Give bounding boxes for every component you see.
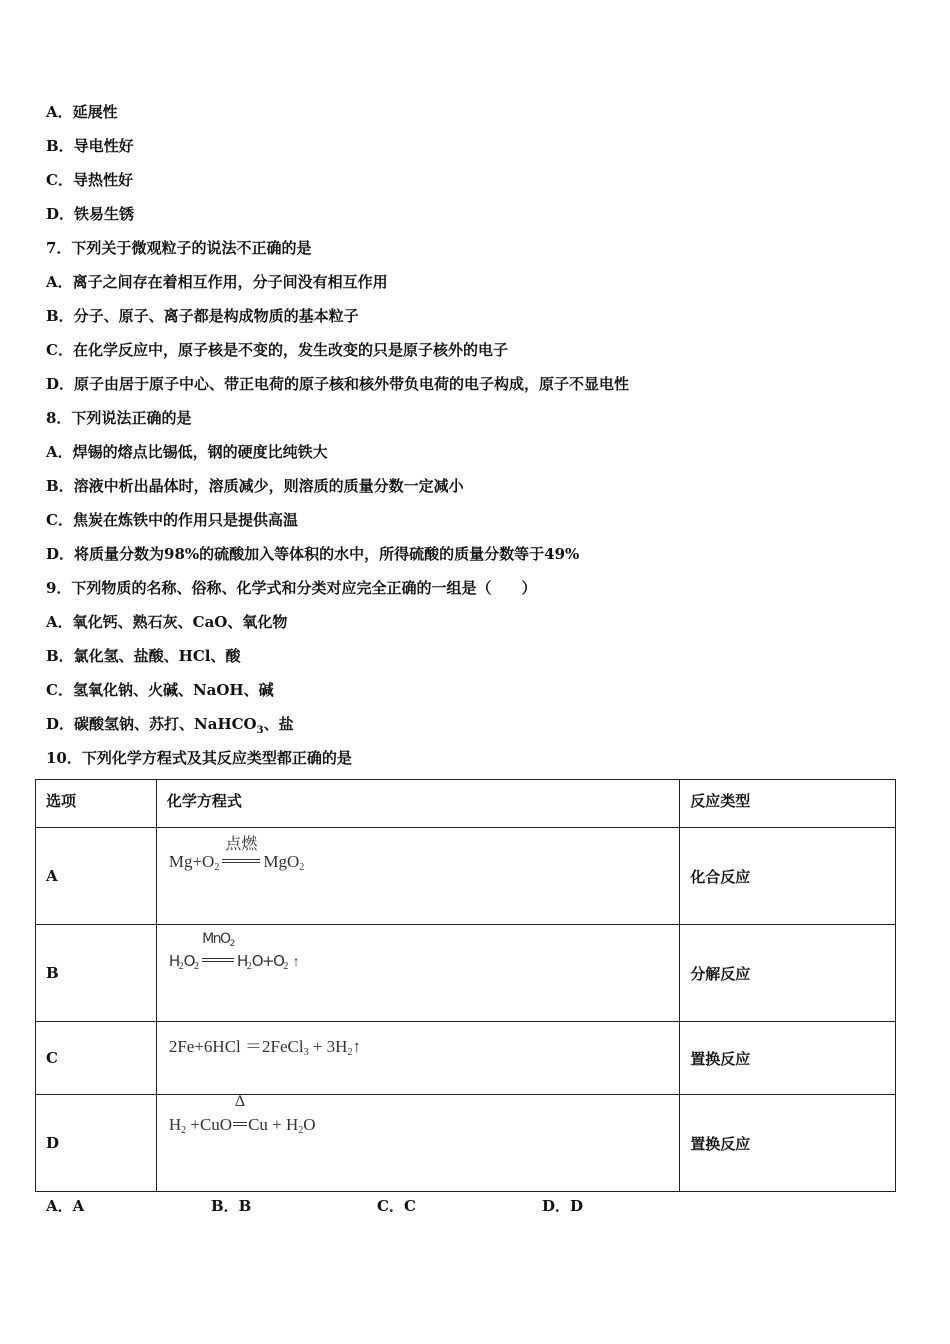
table-row-c	[36, 1022, 896, 1095]
q8-option-d: D．将质量分数为98%的硫酸加入等体积的水中，所得硫酸的质量分数等于49%	[46, 545, 580, 563]
answer-option-b[interactable]: B．B	[211, 1197, 252, 1215]
row-c-equation: 2Fe+6HCl ＝2FeCl$_3$ + $3H_2↑$	[168, 1037, 361, 1058]
row-a-equation: $Mg+O_2$ 点燃 MgO$_2$	[169, 852, 679, 873]
row-d-type: 置换反应	[690, 1134, 751, 1153]
header-equation: 化学方程式	[166, 792, 242, 810]
answer-option-c[interactable]: C．C	[377, 1197, 416, 1215]
q7-option-d: D．原子由居于原子中心、带正电荷的原子核和核外带负电荷的电子构成，原子不显电性	[46, 375, 630, 393]
q9-option-c: C．氢氧化钠、火碱、NaOH、碱	[46, 681, 274, 699]
table-row-b	[36, 925, 896, 1022]
row-a-condition: 点燃	[225, 836, 258, 853]
row-c-type: 置换反应	[690, 1049, 751, 1068]
q9-option-a: A．氧化钙、熟石灰、CaO、氧化物	[46, 613, 288, 631]
q7-option-a: A．离子之间存在着相互作用，分子间没有相互作用	[46, 273, 388, 291]
q7-option-b: B．分子、原子、离子都是构成物质的基本粒子	[46, 307, 359, 325]
table-header-row	[36, 780, 896, 828]
row-b-label: B	[46, 964, 59, 982]
q9-option-b: B．氯化氢、盐酸、HCl、酸	[46, 647, 241, 665]
prev-option-a: A．延展性	[46, 103, 118, 121]
row-c-label: C	[46, 1049, 58, 1067]
row-d-label: D	[46, 1134, 60, 1152]
row-a-label: A	[46, 867, 58, 885]
prev-option-c: C．导热性好	[46, 171, 133, 189]
table-row-a	[36, 828, 896, 925]
q10-table	[35, 779, 896, 1192]
q7-stem: 7．下列关于微观粒子的说法不正确的是	[46, 239, 312, 257]
q8-stem: 8．下列说法正确的是	[46, 409, 192, 427]
q8-option-c: C．焦炭在炼铁中的作用只是提供高温	[46, 511, 298, 529]
row-d-condition: Δ	[234, 1093, 246, 1110]
answer-option-d[interactable]: D．D	[542, 1197, 584, 1215]
row-d-equation: $H_2 +CuO$ Δ $Cu + H_2O$	[168, 1093, 316, 1136]
answer-option-a[interactable]: A．A	[46, 1197, 85, 1215]
row-b-condition: MnO$_2$	[202, 931, 234, 949]
q10-stem: 10．下列化学方程式及其反应类型都正确的是	[46, 749, 352, 767]
q7-option-c: C．在化学反应中，原子核是不变的，发生改变的只是原子核外的电子	[46, 341, 508, 359]
header-reaction-type: 反应类型	[690, 792, 751, 810]
row-a-type: 化合反应	[690, 867, 751, 886]
q9-stem: 9．下列物质的名称、俗称、化学式和分类对应完全正确的一组是（ ）	[46, 579, 537, 597]
q8-option-b: B．溶液中析出晶体时，溶质减少，则溶质的质量分数一定减小	[46, 477, 464, 495]
prev-option-b: B．导电性好	[46, 137, 134, 155]
header-option: 选项	[46, 792, 77, 810]
row-b-equation: $H_2O_2$ MnO$_2$ $H_2O+O_2$ ↑	[168, 931, 300, 972]
row-b-type: 分解反应	[690, 964, 751, 983]
table-row-d	[36, 1095, 896, 1192]
q9-option-d: D．碳酸氢钠、苏打、NaHCO$_3$、盐	[46, 715, 294, 736]
q8-option-a: A．焊锡的熔点比锡低，钢的硬度比纯铁大	[46, 443, 328, 461]
prev-option-d: D．铁易生锈	[46, 205, 135, 223]
